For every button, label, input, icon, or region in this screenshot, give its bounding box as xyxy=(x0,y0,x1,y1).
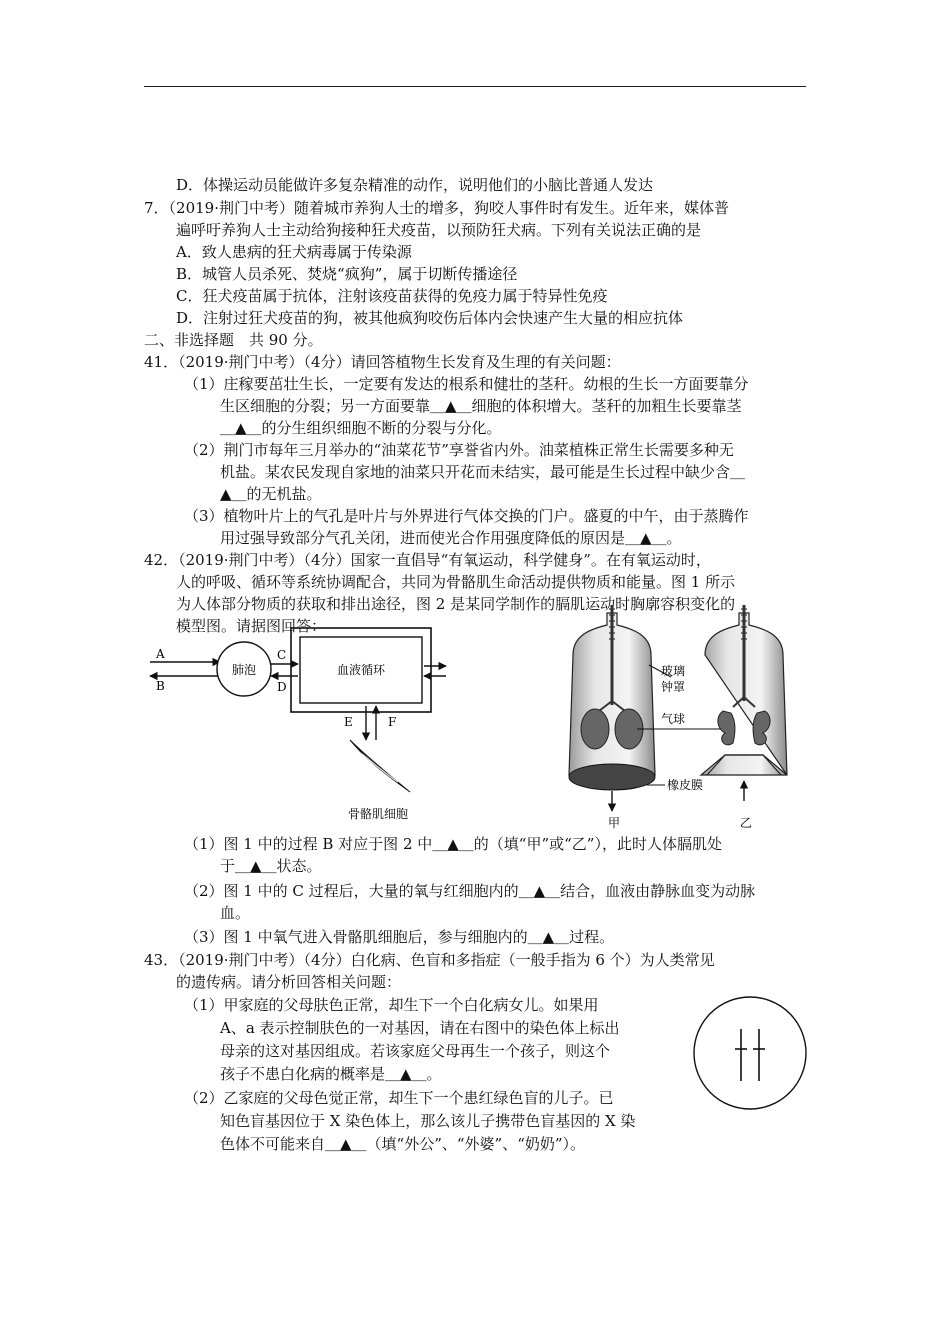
q43-part2-line1: （2）乙家庭的父母色觉正常，却生下一个患红绿色盲的儿子。已 xyxy=(184,1089,614,1107)
q42-part2-line1: （2）图 1 中的 C 过程后，大量的氧与红细胞内的＿▲＿结合，血液由静脉血变为动脉 xyxy=(184,882,756,900)
circulation-label: 血液循环 xyxy=(336,663,386,677)
section-heading: 二、非选择题 共 90 分。 xyxy=(144,331,323,349)
q7-option-b: B．城管人员杀死、焚烧“疯狗”，属于切断传播途径 xyxy=(176,265,518,283)
header-rule xyxy=(144,86,806,87)
q43-part2-line2: 知色盲基因位于 X 染色体上，那么该儿子携带色盲基因的 X 染 xyxy=(220,1112,636,1130)
label-d: D xyxy=(277,680,287,694)
q7-stem-line2: 遍呼吁养狗人士主动给狗接种狂犬疫苗，以预防狂犬病。下列有关说法正确的是 xyxy=(176,221,702,239)
q6-option-d: D．体操运动员能做许多复杂精准的动作，说明他们的小脑比普通人发达 xyxy=(176,176,654,194)
label-c: C xyxy=(277,648,287,662)
muscle-cell-shape xyxy=(350,740,410,792)
q7-option-d: D．注射过狂犬疫苗的狗，被其他疯狗咬伤后体内会快速产生大量的相应抗体 xyxy=(176,309,684,327)
q41-part2-line3: ▲＿的无机盐。 xyxy=(220,485,322,503)
q42-part1-line2: 于＿▲＿状态。 xyxy=(220,857,322,875)
q41-part1-line1: （1）庄稼要茁壮生长，一定要有发达的根系和健壮的茎秆。幼根的生长一方面要靠分 xyxy=(184,375,749,393)
q7-option-c: C．狂犬疫苗属于抗体，注射该疫苗获得的免疫力属于特异性免疫 xyxy=(176,287,608,305)
figure-1-diagram xyxy=(148,622,448,827)
q42-stem-line1: 42．（2019·荆门中考）（4分）国家一直倡导“有氧运动，科学健身”。在有氧运动时， xyxy=(144,551,711,569)
q41-part2-line2: 机盐。某农民发现自家地的油菜只开花而未结实，最可能是生长过程中缺少含＿ xyxy=(220,463,746,481)
label-glass: 玻璃 xyxy=(661,664,686,678)
q42-stem-line3: 为人体部分物质的获取和排出途径，图 2 是某同学制作的膈肌运动时胸廓容积变化的 xyxy=(176,595,736,613)
q41-part3-line2: 用过强导致部分气孔关闭，进而使光合作用强度降低的原因是＿▲＿。 xyxy=(220,529,682,547)
label-jia: 甲 xyxy=(608,816,621,830)
label-yi: 乙 xyxy=(740,816,753,830)
figure-2-model xyxy=(545,605,807,830)
q42-stem-line4: 模型图。请据图回答： xyxy=(176,617,327,635)
q43-part1-line3: 母亲的这对基因组成。若该家庭父母再生一个孩子，则这个 xyxy=(220,1042,611,1060)
label-bell: 钟罩 xyxy=(661,680,686,694)
chromosome-figure xyxy=(692,995,808,1111)
q7-option-a: A．致人患病的狂犬病毒属于传染源 xyxy=(176,243,412,261)
cell-circle xyxy=(694,997,806,1109)
q41-part1-line3: ＿▲＿的分生组织细胞不断的分裂与分化。 xyxy=(220,419,502,437)
q7-stem-line1: 7．（2019·荆门中考）随着城市养狗人士的增多，狗咬人事件时有发生。近年来，媒体普 xyxy=(144,199,729,217)
q41-part1-line2: 生区细胞的分裂；另一方面要靠＿▲＿细胞的体积增大。茎秆的加粗生长要靠茎 xyxy=(220,397,742,415)
q43-stem-line1: 43．（2019·荆门中考）（4分）白化病、色盲和多指症（一般手指为 6 个）为人类常见 xyxy=(144,951,715,969)
q42-part1-line1: （1）图 1 中的过程 B 对应于图 2 中＿▲＿的（填“甲”或“乙”），此时人体膈肌处 xyxy=(184,835,722,853)
q43-part2-line3: 色体不可能来自＿▲＿（填“外公”、“外婆”、“奶奶”）。 xyxy=(220,1135,586,1153)
q42-stem-line2: 人的呼吸、循环等系统协调配合，共同为骨骼肌生命活动提供物质和能量。图 1 所示 xyxy=(176,573,736,591)
bell-jar-yi xyxy=(701,605,787,775)
q41-part3-line1: （3）植物叶片上的气孔是叶片与外界进行气体交换的门户。盛夏的中午，由于蒸腾作 xyxy=(184,507,749,525)
label-balloon: 气球 xyxy=(661,712,686,726)
q42-part2-line2: 血。 xyxy=(220,904,251,922)
label-rubber: 橡皮膜 xyxy=(667,778,704,792)
q43-part1-line4: 孩子不患白化病的概率是＿▲＿。 xyxy=(220,1065,442,1083)
q43-part1-line2: A、a 表示控制肤色的一对基因，请在右图中的染色体上标出 xyxy=(220,1019,620,1037)
alveolus-label: 肺泡 xyxy=(231,663,257,677)
q42-part3: （3）图 1 中氧气进入骨骼肌细胞后，参与细胞内的＿▲＿过程。 xyxy=(184,928,615,946)
muscle-cell-label: 骨骼肌细胞 xyxy=(347,807,409,821)
label-f: F xyxy=(388,715,397,729)
label-e: E xyxy=(344,715,353,729)
q43-part1-line1: （1）甲家庭的父母肤色正常，却生下一个白化病女儿。如果用 xyxy=(184,996,599,1014)
q41-heading: 41．（2019·荆门中考）（4分）请回答植物生长发育及生理的有关问题： xyxy=(144,353,621,371)
bell-jar-jia xyxy=(569,605,655,790)
q41-part2-line1: （2）荆门市每年三月举办的“油菜花节”享誉省内外。油菜植株正常生长需要多种无 xyxy=(184,441,734,459)
label-b: B xyxy=(156,679,165,693)
muscle-cell-highlight xyxy=(362,754,398,782)
q43-stem-line2: 的遗传病。请分析回答相关问题： xyxy=(176,973,402,991)
label-a: A xyxy=(156,647,165,661)
